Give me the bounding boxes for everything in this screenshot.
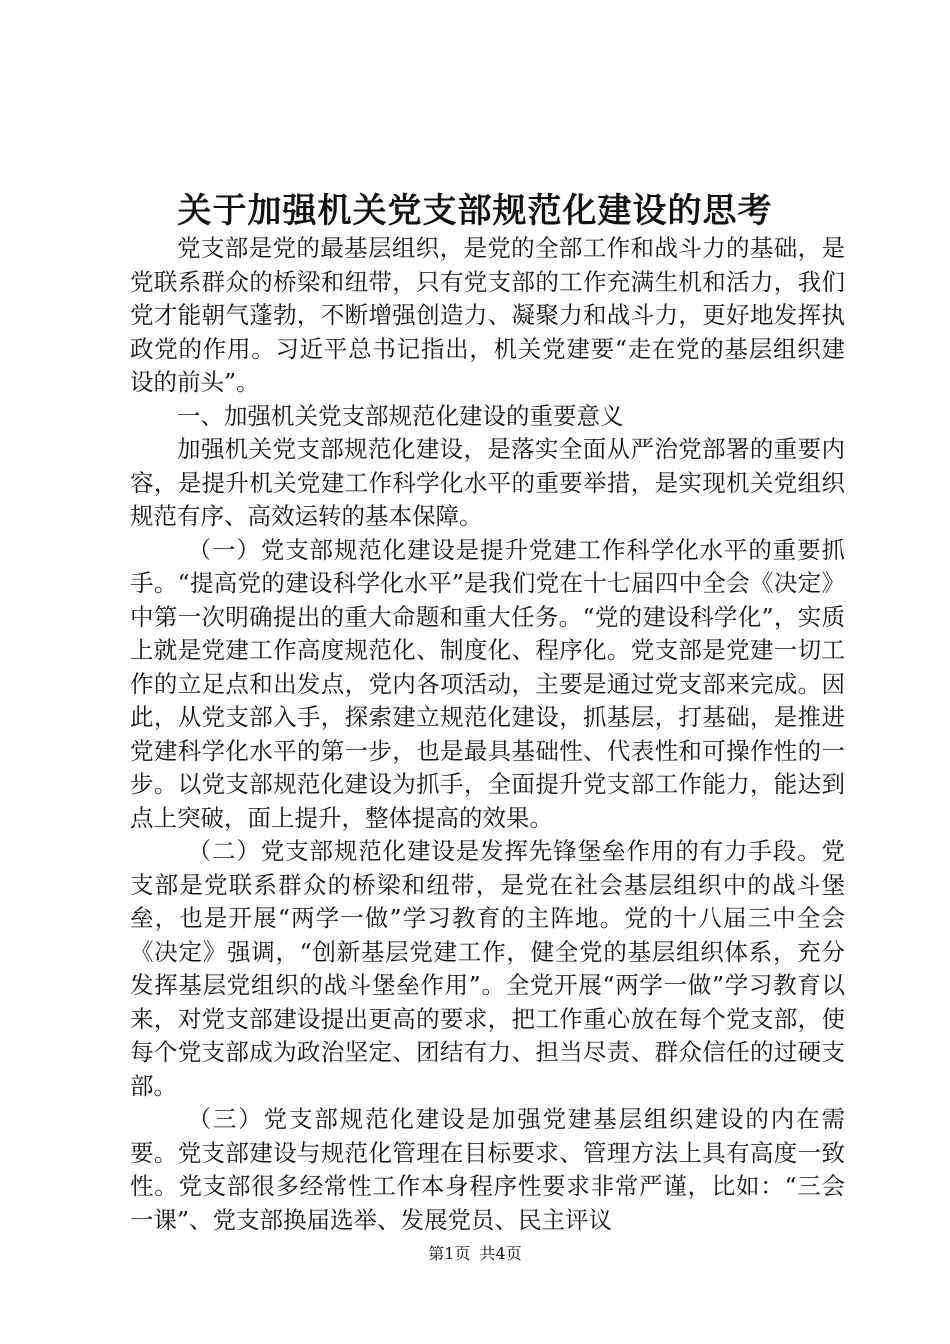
section-heading: 一、加强机关党支部规范化建设的重要意义 — [177, 401, 624, 430]
document-title: 关于加强机关党支部规范化建设的思考 — [177, 191, 773, 231]
paragraph-point-2: （二）党支部规范化建设是发挥先锋堡垒作用的有力手段。党支部是党联系群众的桥梁和纽带，是党在社会基层组织中的战斗堡垒，也是开展“两学一做”学习教育的主阵地。党的十八届三中全会《决定》强调，“创新基层党建工作，健全党的基层组织体系，充分发挥基层党组织的战斗堡垒作用”。全党开展“两学一做”学习教育以来，对党支部建设提出更高的要求，把工作重心放在每个党支部，使每个党支部成为政治坚定、团结有力、担当尽责、群众信任的过硬支部。 — [130, 837, 845, 1100]
document-body — [130, 232, 845, 1237]
page-number: 第1页 — [428, 1244, 471, 1263]
paragraph-point-3: （三）党支部规范化建设是加强党建基层组织建设的内在需要。党支部建设与规范化管理在目标要求、管理方法上具有高度一致性。党支部很多经常性工作本身程序性要求非常严谨，比如：“三会一课”、党支部换届选举、发展党员、民主评议 — [130, 1105, 845, 1234]
page-footer — [0, 1242, 950, 1266]
paragraph-overview: 加强机关党支部规范化建设，是落实全面从严治党部署的重要内容，是提升机关党建工作科学化水平的重要举措，是实现机关党组织规范有序、高效运转的基本保障。 — [130, 435, 845, 530]
page-total: 共4页 — [479, 1244, 522, 1263]
paragraph-point-1: （一）党支部规范化建设是提升党建工作科学化水平的重要抓手。“提高党的建设科学化水平”是我们党在十七届四中全会《决定》中第一次明确提出的重大命题和重大任务。“党的建设科学化”，实质上就是党建工作高度规范化、制度化、程序化。党支部是党建一切工作的立足点和出发点，党内各项活动，主要是通过党支部来完成。因此，从党支部入手，探索建立规范化建设，抓基层，打基础，是推进党建科学化水平的第一步，也是最具基础性、代表性和可操作性的一步。以党支部规范化建设为抓手，全面提升党支部工作能力，能达到点上突破，面上提升，整体提高的效果。 — [130, 535, 845, 832]
paragraph-intro: 党支部是党的最基层组织，是党的全部工作和战斗力的基础，是党联系群众的桥梁和纽带，只有党支部的工作充满生机和活力，我们党才能朝气蓬勃，不断增强创造力、凝聚力和战斗力，更好地发挥执政党的作用。习近平总书记指出，机关党建要“走在党的基层组织建设的前头”。 — [130, 234, 845, 396]
